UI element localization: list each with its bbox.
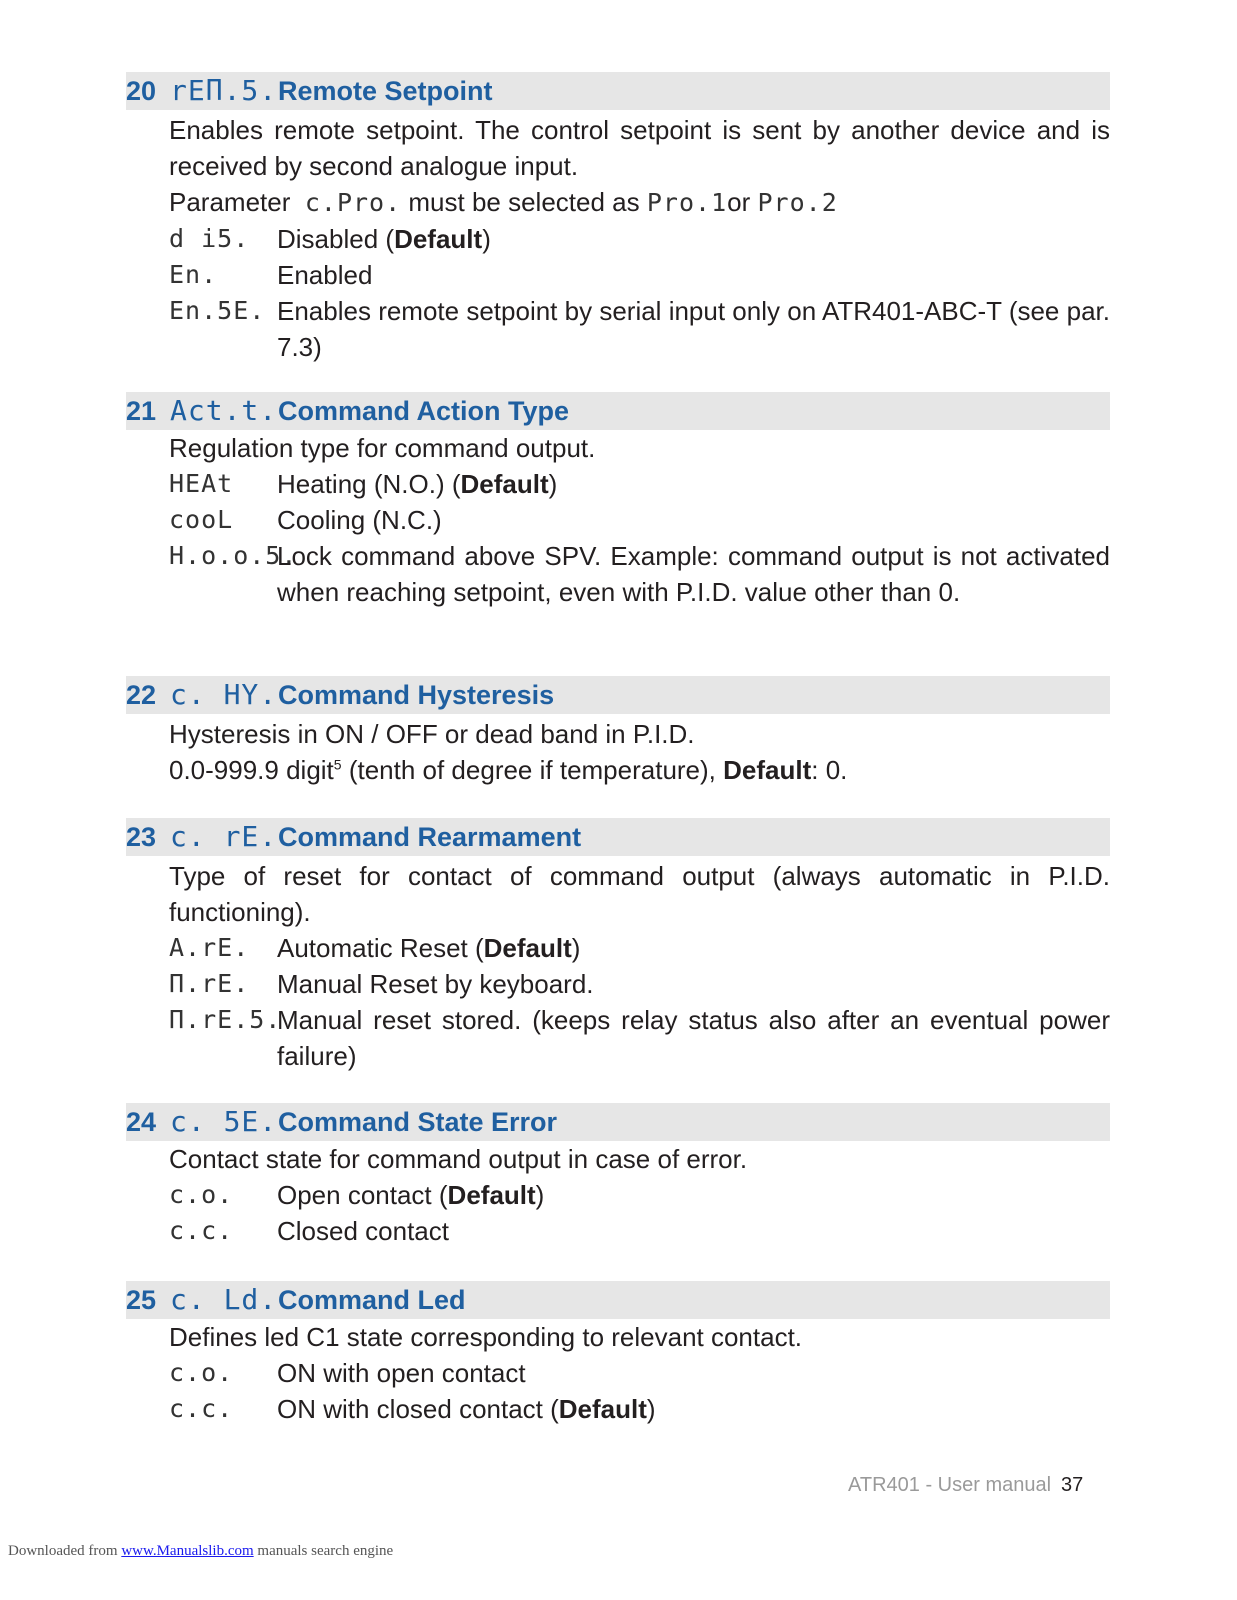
description: Regulation type for command output. — [169, 433, 596, 463]
range-text: 0.0-999.9 digit — [169, 755, 334, 785]
parameter-code: rEΠ.5. — [170, 74, 278, 107]
section-body — [126, 714, 1110, 788]
section-23 — [126, 818, 1110, 1074]
option-text — [277, 930, 1110, 966]
section-number: 22 — [126, 680, 157, 710]
section-header — [126, 676, 1110, 714]
option-code: cooL — [169, 505, 234, 534]
parameter-code: c. rE. — [170, 820, 278, 853]
option-text: Enables remote setpoint by serial input only on ATR401-ABC-T (see par. 7.3) — [277, 296, 1110, 362]
option-row — [169, 1355, 1110, 1391]
option-text — [277, 1177, 1110, 1213]
option-row — [169, 466, 1110, 502]
section-number: 21 — [126, 396, 157, 426]
download-prefix: Downloaded from — [8, 1543, 122, 1559]
description: Defines led C1 state corresponding to relevant contact. — [169, 1322, 803, 1352]
option-suffix: ) — [548, 469, 558, 499]
option-code: c.c. — [169, 1394, 234, 1423]
param-text: or — [727, 187, 751, 217]
parameter-code: c. Ld. — [170, 1283, 278, 1316]
option-row — [169, 293, 1110, 365]
option-code: HEAt — [169, 469, 234, 498]
option-code: Π.rE.5. — [169, 1005, 282, 1034]
option-code: c.o. — [169, 1180, 234, 1209]
section-body — [126, 430, 1110, 610]
option-row — [169, 966, 1110, 1002]
option-row — [169, 257, 1110, 293]
default-marker: Default — [460, 469, 549, 499]
option-text — [277, 466, 1110, 502]
document-title: ATR401 - User manual — [848, 1474, 1052, 1496]
option-text — [277, 1391, 1110, 1427]
option-row — [169, 1177, 1110, 1213]
parameter-code: c. HY. — [170, 678, 278, 711]
section-number: 20 — [126, 76, 157, 106]
option-row — [169, 1002, 1110, 1074]
option-code: En.5E. — [169, 296, 266, 325]
section-22 — [126, 676, 1110, 788]
inline-code: Pro.1 — [646, 188, 728, 217]
option-label: ON with closed contact ( — [277, 1394, 559, 1424]
option-code: En. — [169, 260, 218, 289]
option-suffix: ) — [482, 224, 491, 254]
param-text: must be selected as — [408, 187, 640, 217]
description: Type of reset for contact of command output (always automatic in P.I.D. functioning). — [169, 861, 1110, 927]
option-row — [169, 502, 1110, 538]
parameter-code: Act.t. — [170, 394, 278, 427]
section-body — [126, 856, 1110, 1074]
section-24 — [126, 1103, 1110, 1249]
download-notice — [8, 1543, 393, 1560]
option-code: H.o.o.5. — [169, 541, 298, 570]
description: Enables remote setpoint. The control setpoint is sent by another device and is received by second analogue input. — [169, 115, 1110, 181]
default-marker: Default — [394, 224, 483, 254]
option-text: Manual Reset by keyboard. — [277, 969, 594, 999]
option-row — [169, 1213, 1110, 1249]
default-marker: Default — [447, 1180, 536, 1210]
option-text: Closed contact — [277, 1216, 449, 1246]
section-title: Command Led — [278, 1285, 466, 1315]
option-text: Lock command above SPV. Example: command output is not activated when reaching setpoint, even with P.I.D. value other than 0. — [277, 541, 1110, 607]
option-label: Heating (N.O.) ( — [277, 469, 461, 499]
option-code: c.o. — [169, 1358, 234, 1387]
section-title: Command Hysteresis — [278, 680, 555, 710]
default-marker: Default — [723, 755, 812, 785]
option-text: Enabled — [277, 260, 373, 290]
option-text: ON with open contact — [277, 1358, 526, 1388]
option-label: Automatic Reset ( — [277, 933, 484, 963]
section-header — [126, 1103, 1110, 1141]
option-suffix: ) — [535, 1180, 545, 1210]
option-suffix: ) — [571, 933, 581, 963]
section-20 — [126, 72, 1110, 365]
range-line — [169, 752, 1110, 788]
section-header — [126, 1281, 1110, 1319]
section-title: Remote Setpoint — [278, 76, 493, 106]
option-label: Open contact ( — [277, 1180, 448, 1210]
section-body — [126, 1319, 1110, 1427]
section-21 — [126, 392, 1110, 610]
footnote-ref: 5 — [333, 756, 342, 773]
section-title: Command Action Type — [278, 396, 570, 426]
option-text — [277, 221, 1110, 257]
parameter-line — [169, 184, 1110, 221]
option-code: d i5. — [169, 224, 250, 253]
default-marker: Default — [558, 1394, 647, 1424]
option-text: Cooling (N.C.) — [277, 505, 442, 535]
option-code: c.c. — [169, 1216, 234, 1245]
range-text: (tenth of degree if temperature), — [341, 755, 724, 785]
section-body — [126, 110, 1110, 365]
download-suffix: manuals search engine — [253, 1543, 394, 1559]
section-header — [126, 72, 1110, 110]
option-row — [169, 221, 1110, 257]
description: Contact state for command output in case of error. — [169, 1144, 748, 1174]
option-code: Π.rE. — [169, 969, 250, 998]
parameter-code: c. 5E. — [170, 1105, 278, 1138]
option-suffix: ) — [646, 1394, 656, 1424]
section-number: 25 — [126, 1285, 157, 1315]
section-body — [126, 1141, 1110, 1249]
option-row — [169, 1391, 1110, 1427]
page-footer — [848, 1474, 1083, 1497]
default-marker: Default — [483, 933, 572, 963]
range-value: : 0. — [811, 755, 848, 785]
section-title: Command Rearmament — [278, 822, 582, 852]
option-row — [169, 538, 1110, 610]
section-number: 24 — [126, 1107, 157, 1137]
page-number: 37 — [1061, 1474, 1084, 1496]
option-text: Manual reset stored. (keeps relay status also after an eventual power failure) — [277, 1005, 1110, 1071]
description: Hysteresis in ON / OFF or dead band in P.I.D. — [169, 719, 695, 749]
manualslib-link[interactable]: www.Manualslib.com — [121, 1543, 254, 1559]
section-number: 23 — [126, 822, 157, 852]
section-25 — [126, 1281, 1110, 1427]
section-header — [126, 818, 1110, 856]
section-header — [126, 392, 1110, 430]
option-row — [169, 930, 1110, 966]
option-code: A.rE. — [169, 933, 250, 962]
option-label: Disabled ( — [277, 224, 395, 254]
inline-code: c.Pro. — [304, 188, 402, 217]
inline-code: Pro.2 — [757, 188, 838, 217]
param-text: Parameter — [169, 187, 291, 217]
section-title: Command State Error — [278, 1107, 558, 1137]
